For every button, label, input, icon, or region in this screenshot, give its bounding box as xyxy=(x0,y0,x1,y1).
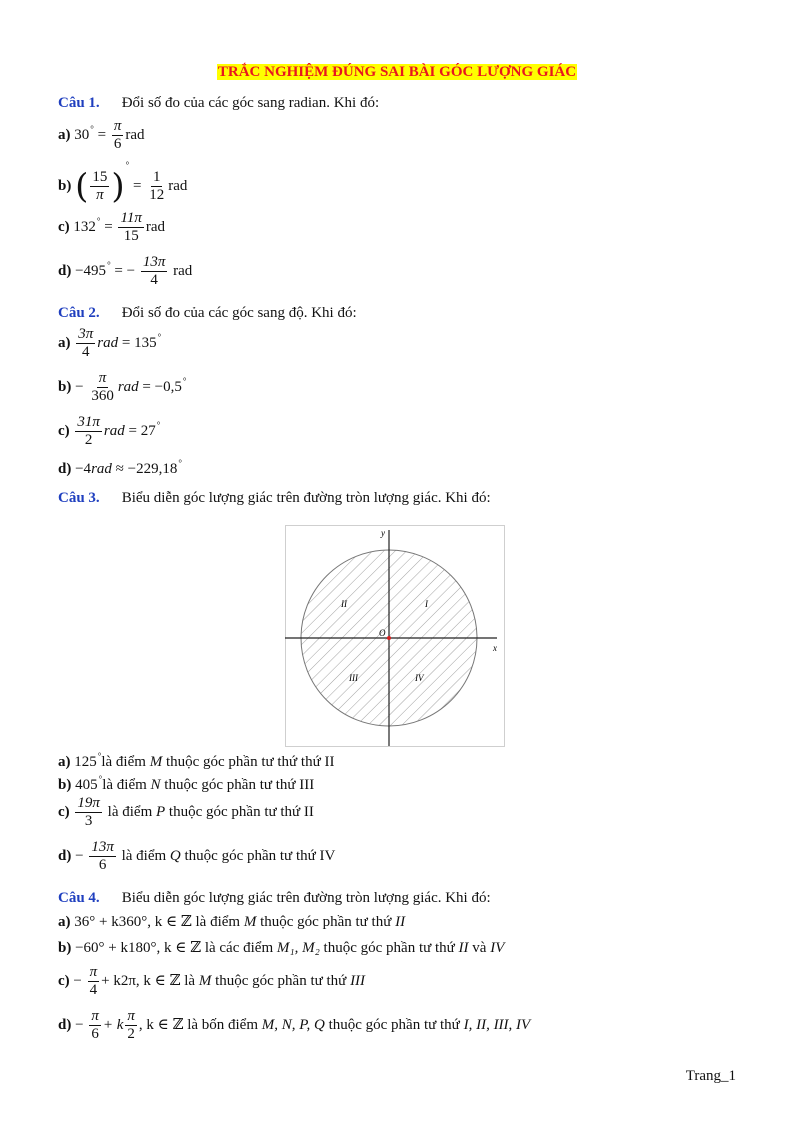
unit-circle-figure xyxy=(285,525,505,747)
q1-option-b: b) ( $\frac{15}{\pi}$ )° = $\frac{1}{12}$ rad xyxy=(58,160,188,207)
q4-heading: Câu 4. Biểu diễn góc lượng giác trên đường tròn lượng giác. Khi đó: xyxy=(58,890,491,906)
q3-option-d: d) − $\frac{13\pi}{6}$ là điểm Q thuộc góc phần tư thứ IV xyxy=(58,839,336,874)
q1-heading: Câu 1. Đổi số đo của các góc sang radian. Khi đó: xyxy=(58,95,380,111)
q4-option-c: c) − $\frac{\pi}{4}$ + k2π, k ∈ ℤ là M thuộc góc phần tư thứ III xyxy=(58,964,366,999)
q1-option-c: c) 132° = $\frac{11\pi}{15}$ rad xyxy=(58,210,166,245)
origin-point xyxy=(387,636,391,640)
origin-label: O xyxy=(379,628,386,638)
q4-option-d: d) − $\frac{\pi}{6}$ + k $\frac{\pi}{2}$ , k ∈ ℤ là bốn điểm M, N, P, Q thuộc góc phần tư thứ I, II, III, IV xyxy=(58,1008,531,1043)
q3-option-c: c) $\frac{19\pi}{3}$ là điểm P thuộc góc phần tư thứ II xyxy=(58,795,314,830)
q2-option-d: d) −4rad ≈ −229,18° xyxy=(58,458,182,477)
q2-option-c: c) $\frac{31\pi}{2}$ rad = 27° xyxy=(58,414,161,449)
q1-option-a: a) 30° = $\frac{\pi}{6}$ rad xyxy=(58,118,145,153)
q4-option-b: b) −60° + k180°, k ∈ ℤ là các điểm M₁, M₂ thuộc góc phần tư thứ II và IV xyxy=(58,940,505,956)
quadrant-iv-label: IV xyxy=(415,673,424,683)
q4-option-a: a) 36° + k360°, k ∈ ℤ là điểm M thuộc góc phần tư thứ II xyxy=(58,914,406,930)
q3-heading: Câu 3. Biểu diễn góc lượng giác trên đường tròn lượng giác. Khi đó: xyxy=(58,490,491,506)
q2-option-a: a) $\frac{3\pi}{4}$ rad = 135° xyxy=(58,326,162,361)
quadrant-i-label: I xyxy=(425,599,428,609)
q2-option-b: b) − $\frac{\pi}{360}$ rad = −0,5° xyxy=(58,370,187,405)
quadrant-iii-label: III xyxy=(349,673,358,683)
x-axis-label: x xyxy=(493,643,497,653)
q3-option-a: a) 125°là điểm M thuộc góc phần tư thứ thứ II xyxy=(58,751,335,770)
q1-option-d: d) −495° = − $\frac{13\pi}{4}$ rad xyxy=(58,254,193,289)
page-title: TRẮC NGHIỆM ĐÚNG SAI BÀI GÓC LƯỢNG GIÁC xyxy=(217,64,577,80)
quadrant-ii-label: II xyxy=(341,599,347,609)
y-axis-label: y xyxy=(381,528,385,538)
page-number: Trang_1 xyxy=(685,1068,736,1084)
q3-option-b: b) 405°là điểm N thuộc góc phần tư thứ III xyxy=(58,774,315,793)
q2-heading: Câu 2. Đổi số đo của các góc sang độ. Khi đó: xyxy=(58,305,357,321)
